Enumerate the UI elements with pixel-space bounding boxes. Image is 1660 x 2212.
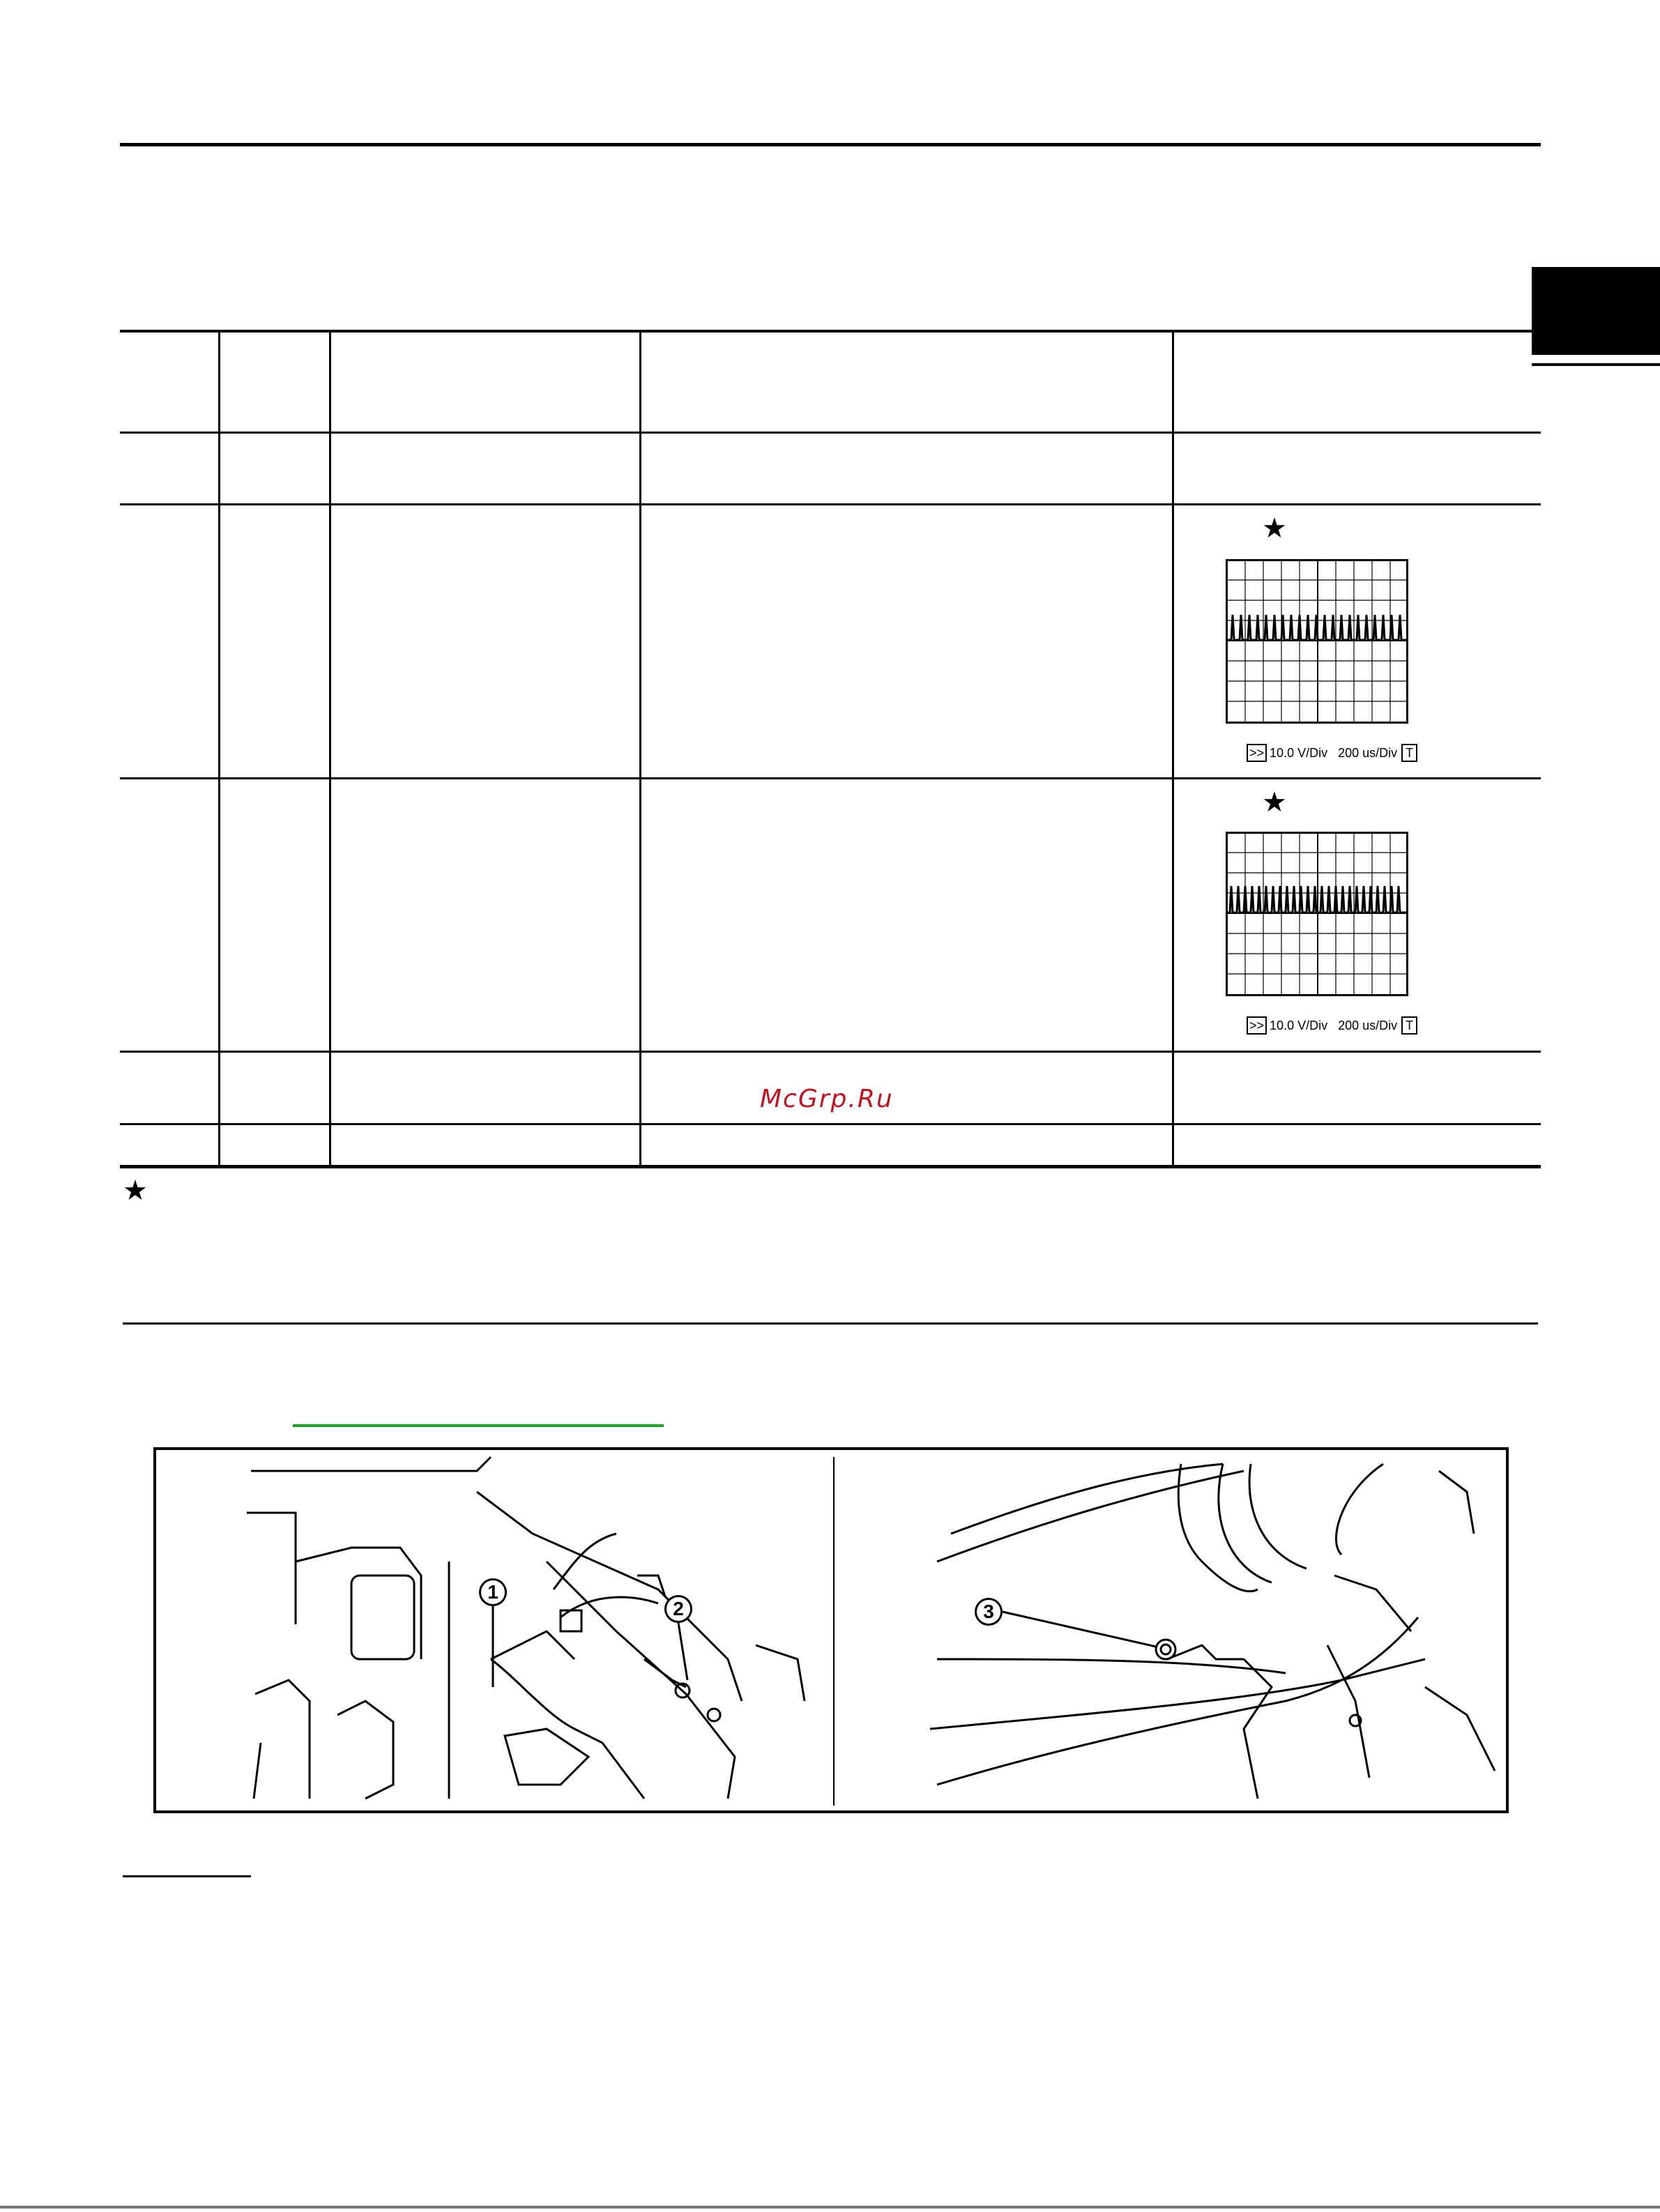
chapter-tab-underline	[1532, 363, 1660, 366]
table-row-rule	[120, 1051, 1541, 1053]
footnote-star-icon: ★	[123, 1175, 148, 1206]
footer-rule	[0, 2206, 1660, 2209]
star-icon: ★	[1262, 787, 1287, 818]
note-rule	[123, 1875, 251, 1877]
oscilloscope-waveform	[1226, 832, 1414, 1032]
engine-room-illustration	[156, 1450, 1506, 1810]
section-rule	[123, 1322, 1538, 1325]
table-top-rule	[120, 330, 1541, 333]
scope-trigger-label: T	[1401, 744, 1417, 762]
ground-location-figure	[153, 1447, 1509, 1813]
scope-menu-icon: >>	[1247, 1016, 1267, 1035]
waveform-grid	[1226, 559, 1408, 724]
table-col-divider	[1172, 333, 1174, 1165]
star-icon: ★	[1262, 513, 1287, 544]
scope-menu-icon: >>	[1247, 744, 1267, 762]
scope-scale-label: 10.0 V/Div 200 us/Div	[1270, 1019, 1398, 1032]
waveform-grid	[1226, 832, 1408, 996]
waveform-caption	[1226, 996, 1414, 1032]
reference-link[interactable]	[293, 1424, 664, 1427]
table-row-rule	[120, 503, 1541, 505]
table-row-rule	[120, 1123, 1541, 1125]
table-col-divider	[639, 333, 641, 1165]
table-col-divider	[329, 333, 331, 1165]
table-row-rule	[120, 777, 1541, 779]
chapter-tab[interactable]	[1532, 267, 1660, 355]
waveform-caption	[1226, 724, 1414, 760]
callout-marker: 1	[479, 1578, 507, 1606]
callout-marker: 3	[975, 1598, 1003, 1626]
watermark: McGrp.Ru	[760, 1085, 894, 1113]
table-bottom-rule	[120, 1165, 1541, 1168]
scope-trigger-label: T	[1401, 1016, 1417, 1035]
table-header-rule	[120, 432, 1541, 434]
header-rule	[120, 143, 1541, 146]
callout-marker: 2	[664, 1595, 692, 1623]
oscilloscope-waveform	[1226, 559, 1414, 760]
scope-scale-label: 10.0 V/Div 200 us/Div	[1270, 746, 1398, 760]
table-col-divider	[218, 333, 220, 1165]
